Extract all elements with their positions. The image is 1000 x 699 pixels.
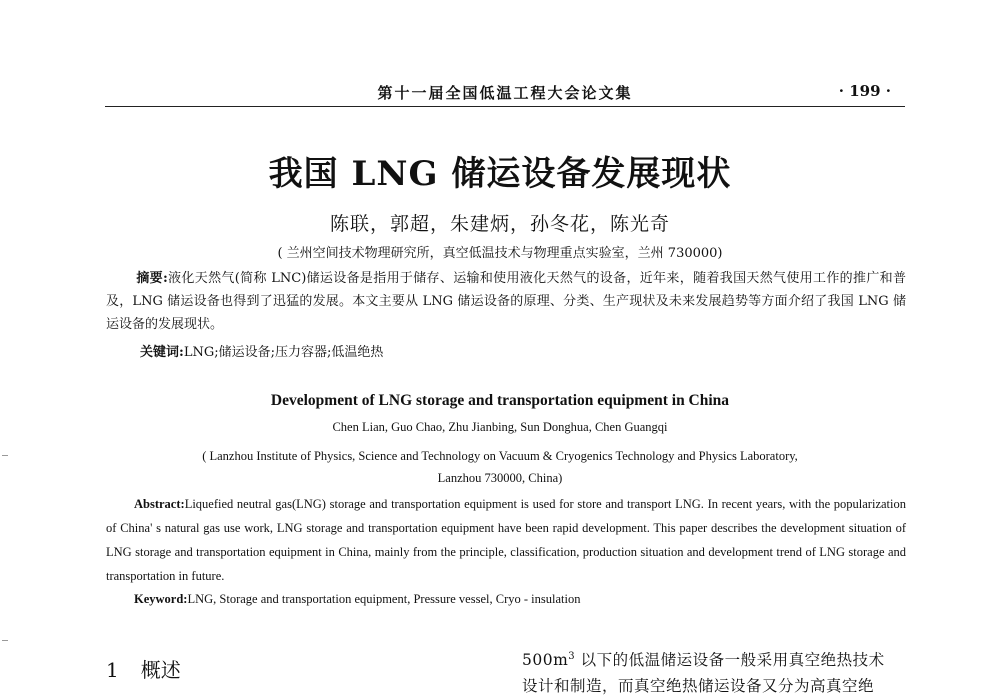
keywords-en-text: LNG, Storage and transportation equipment, Pressure vessel, Cryo - insulation [187,592,581,606]
section-number: 1 [106,658,119,682]
abstract-cn-label: 摘要: [136,271,168,286]
abstract-en-text: Liquefied neutral gas(LNG) storage and transportation equipment is used for store and transport LNG. In recent years, with the popularization of China' s natural gas use work, LNG storage and transportation equipment have been rapid development. This paper describes the development situation of LNG storage and transportation equipment in China, mainly from the principle, classification, production situation and development trend of LNG storage and transportation in future. [106,497,906,583]
page-number: · 199 · [838,82,891,100]
body-line-1-sup: 3 [568,651,576,662]
keywords-cn-label: 关键词: [140,345,184,360]
body-text-column [522,644,906,699]
abstract-cn [106,267,906,336]
affiliation-en-line2: Lanzhou 730000, China) [437,471,563,485]
abstract-en-label: Abstract: [134,497,185,511]
abstract-en [106,492,906,588]
body-line-1-rest: 以下的低温储运设备一般采用真空绝热技术 [575,651,885,670]
body-line-1-value: 500m [522,651,569,670]
running-head [105,74,905,107]
body-line-2: 设计和制造，而真空绝热储运设备又分为高真空绝 [522,677,875,696]
keywords-cn [140,341,383,360]
abstract-cn-text: 液化天然气(简称 LNC)储运设备是指用于储存、运输和使用液化天然气的设备，近年来，随着我国天然气使用工作的推广和普及，LNG 储运设备也得到了迅猛的发展。本文主要从 LNG 储运设备的原理、分类、生产现状及未来发展趋势等方面介绍了我国 LNG 储运设备的发展现状。 [106,271,906,332]
affiliation-cn: ( 兰州空间技术物理研究所，真空低温技术与物理重点实验室，兰州 730000) [277,246,723,261]
affiliation-en-line1: ( Lanzhou Institute of Physics, Science and Technology on Vacuum & Cryogenics Technology and Physics Laboratory, [202,449,798,463]
section-heading [106,654,181,683]
affiliation-en [0,445,1000,489]
body-line-1 [522,644,906,673]
keywords-cn-text: LNG;储运设备;压力容器;低温绝热 [183,345,384,360]
margin-tick [2,640,8,641]
keywords-en [134,592,580,607]
keywords-en-label: Keyword: [134,592,188,606]
section-title: 概述 [140,658,181,682]
journal-title: 第十一届全国低温工程大会论文集 [377,84,633,102]
paper-title-en: Development of LNG storage and transportation equipment in China [270,392,730,409]
authors-en: Chen Lian, Guo Chao, Zhu Jianbing, Sun Donghua, Chen Guangqi [332,420,668,434]
paper-title-cn: 我国 LNG 储运设备发展现状 [268,154,732,194]
authors-cn: 陈联，郭超，朱建炳，孙冬花，陈光奇 [329,213,670,235]
